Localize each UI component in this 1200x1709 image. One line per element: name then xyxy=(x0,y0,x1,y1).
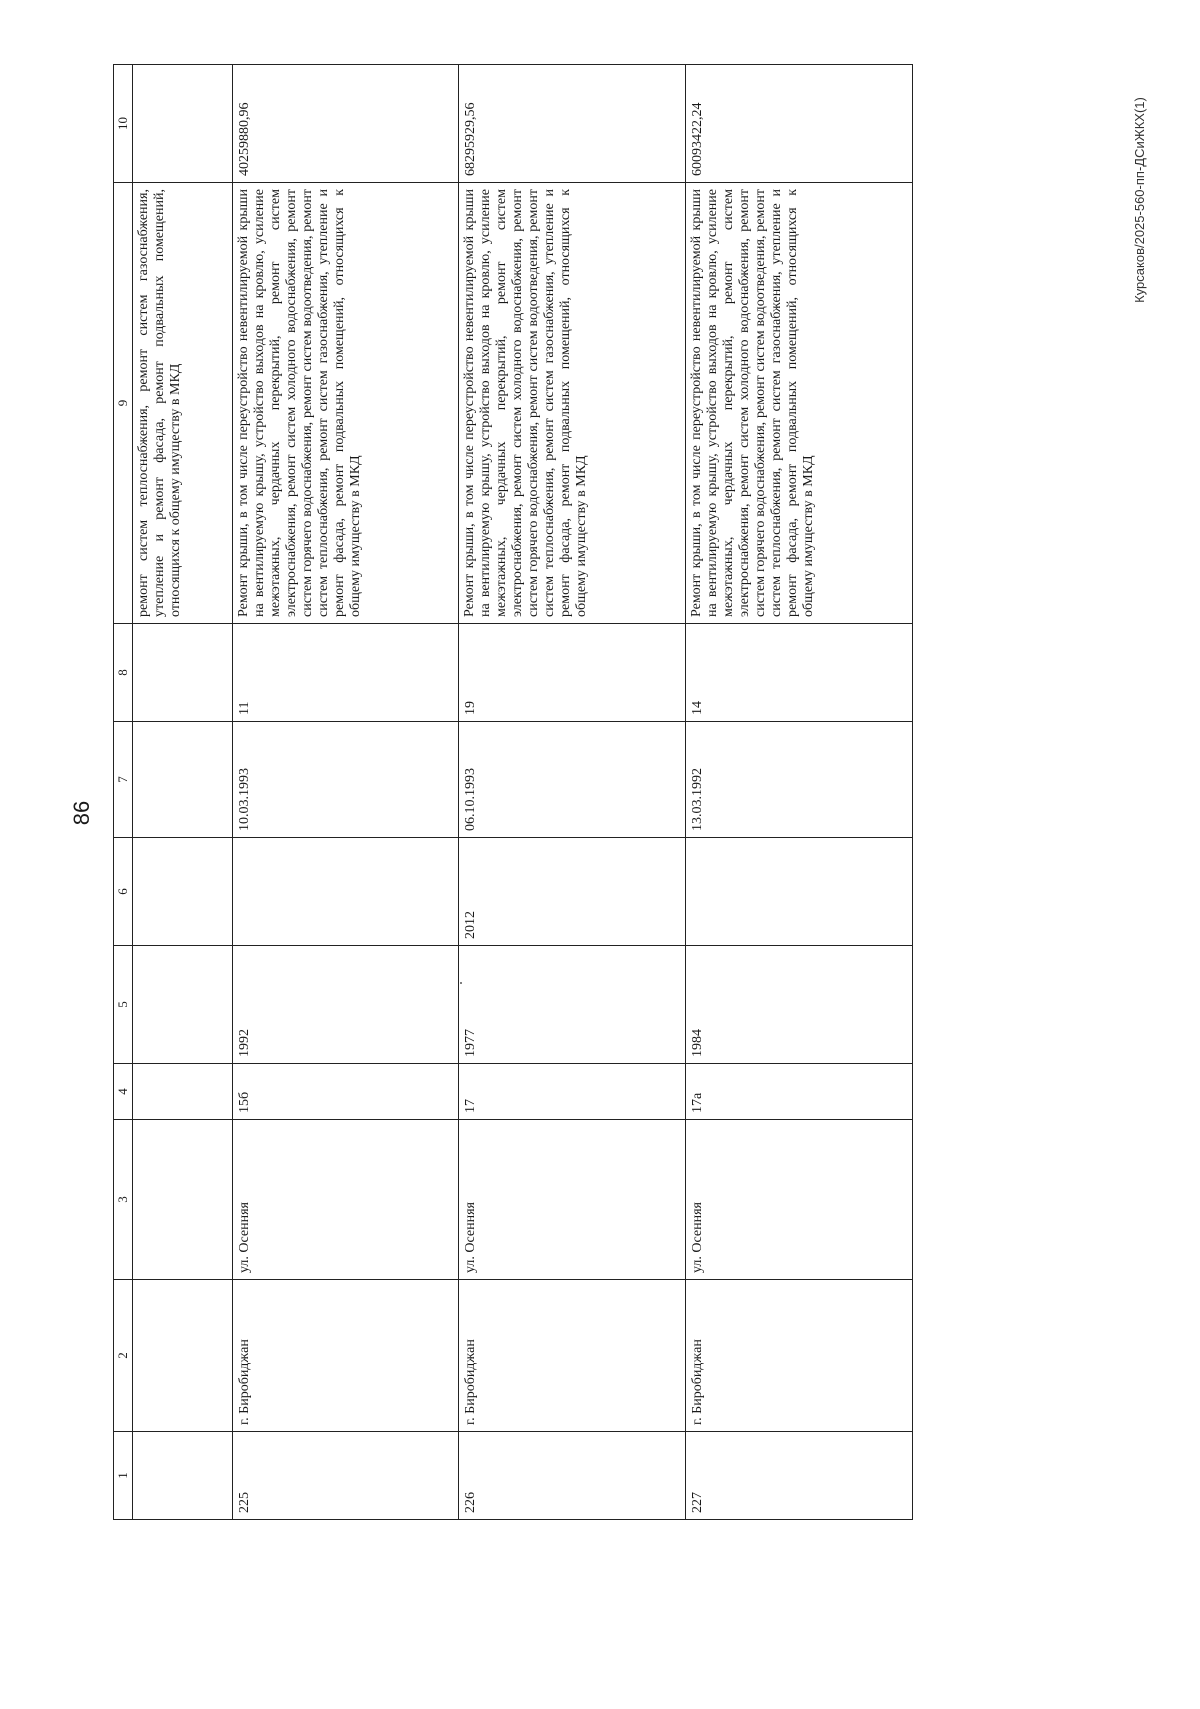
table-cell xyxy=(133,1280,233,1432)
city-cell: г. Биробиджан xyxy=(686,1280,913,1432)
year-repair-cell: 2012 xyxy=(459,838,686,946)
header-row xyxy=(114,65,133,1520)
table-container xyxy=(113,65,913,1520)
work-description-cell: ремонт систем теплоснабжения, ремонт систем газоснабжения, утепление и ремонт фасада, ремонт подвальных помещений, относящихся к общему имуществу в МКД xyxy=(133,183,233,624)
column-header: 5 xyxy=(114,946,133,1064)
house-cell: 17а xyxy=(686,1064,913,1120)
column-header: 7 xyxy=(114,722,133,838)
table-row xyxy=(232,65,459,1520)
column-header: 10 xyxy=(114,65,133,183)
cost-cell: 60093422,24 xyxy=(686,65,913,183)
table-row xyxy=(459,65,686,1520)
street-cell: ул. Осенняя xyxy=(232,1120,459,1280)
column-header: 8 xyxy=(114,624,133,722)
table-cell xyxy=(133,65,233,183)
table-cell xyxy=(133,1120,233,1280)
column-header: 1 xyxy=(114,1432,133,1520)
city-cell: г. Биробиджан xyxy=(232,1280,459,1432)
year-repair-cell xyxy=(232,838,459,946)
house-cell: 17 xyxy=(459,1064,686,1120)
table-cell xyxy=(133,722,233,838)
street-cell: ул. Осенняя xyxy=(686,1120,913,1280)
column-header: 9 xyxy=(114,183,133,624)
repair-program-table xyxy=(113,64,913,1520)
table-cell xyxy=(133,624,233,722)
city-cell: г. Биробиджан xyxy=(459,1280,686,1432)
year-built-cell: 1977 xyxy=(459,946,686,1064)
cost-cell: 68295929,56 xyxy=(459,65,686,183)
table-cell xyxy=(133,1064,233,1120)
column-header: 4 xyxy=(114,1064,133,1120)
table-row xyxy=(686,65,913,1520)
work-description-cell: Ремонт крыши, в том числе переустройство невентилируемой крыши на вентилируемую крышу, устройство выходов на кровлю, усиление межэтажных, чердачных перекрытий, ремонт систем электроснабжения, ремонт систем холодного водоснабжения, ремонт систем горячего водоснабжения, ремонт систем водоотведения, ремонт систем теплоснабжения, ремонт систем газоснабжения, утепление и ремонт фасада, ремонт подвальных помещений, относящихся к общему имуществу в МКД xyxy=(232,183,459,624)
cost-cell: 40259880,96 xyxy=(232,65,459,183)
col8-cell: 14 xyxy=(686,624,913,722)
column-header: 2 xyxy=(114,1280,133,1432)
document-footer-path: Курсаков/2025-560-пп-ДСиЖКХ(1) xyxy=(1132,97,1147,303)
row-number-cell: 227 xyxy=(686,1432,913,1520)
row-number-cell: 225 xyxy=(232,1432,459,1520)
year-built-cell: 1984 xyxy=(686,946,913,1064)
table-cell xyxy=(133,838,233,946)
row-number-cell: 226 xyxy=(459,1432,686,1520)
table-row-continuation xyxy=(133,65,233,1520)
year-built-cell: 1992 xyxy=(232,946,459,1064)
col8-cell: 19 xyxy=(459,624,686,722)
table-cell xyxy=(133,946,233,1064)
street-cell: ул. Осенняя xyxy=(459,1120,686,1280)
table-cell xyxy=(133,1432,233,1520)
column-header: 3 xyxy=(114,1120,133,1280)
date-cell: 06.10.1993 xyxy=(459,722,686,838)
date-cell: 13.03.1992 xyxy=(686,722,913,838)
work-description-cell: Ремонт крыши, в том числе переустройство невентилируемой крыши на вентилируемую крышу, устройство выходов на кровлю, усиление межэтажных, чердачных перекрытий, ремонт систем электроснабжения, ремонт систем холодного водоснабжения, ремонт систем горячего водоснабжения, ремонт систем водоотведения, ремонт систем теплоснабжения, ремонт систем газоснабжения, утепление и ремонт фасада, ремонт подвальных помещений, относящихся к общему имуществу в МКД xyxy=(686,183,913,624)
date-cell: 10.03.1993 xyxy=(232,722,459,838)
work-description-cell: Ремонт крыши, в том числе переустройство невентилируемой крыши на вентилируемую крышу, устройство выходов на кровлю, усиление межэтажных, чердачных перекрытий, ремонт систем электроснабжения, ремонт систем холодного водоснабжения, ремонт систем горячего водоснабжения, ремонт систем водоотведения, ремонт систем теплоснабжения, ремонт систем газоснабжения, утепление и ремонт фасада, ремонт подвальных помещений, относящихся к общему имуществу в МКД xyxy=(459,183,686,624)
column-header: 6 xyxy=(114,838,133,946)
house-cell: 15б xyxy=(232,1064,459,1120)
year-repair-cell xyxy=(686,838,913,946)
page-number: 86 xyxy=(69,800,94,826)
col8-cell: 11 xyxy=(232,624,459,722)
